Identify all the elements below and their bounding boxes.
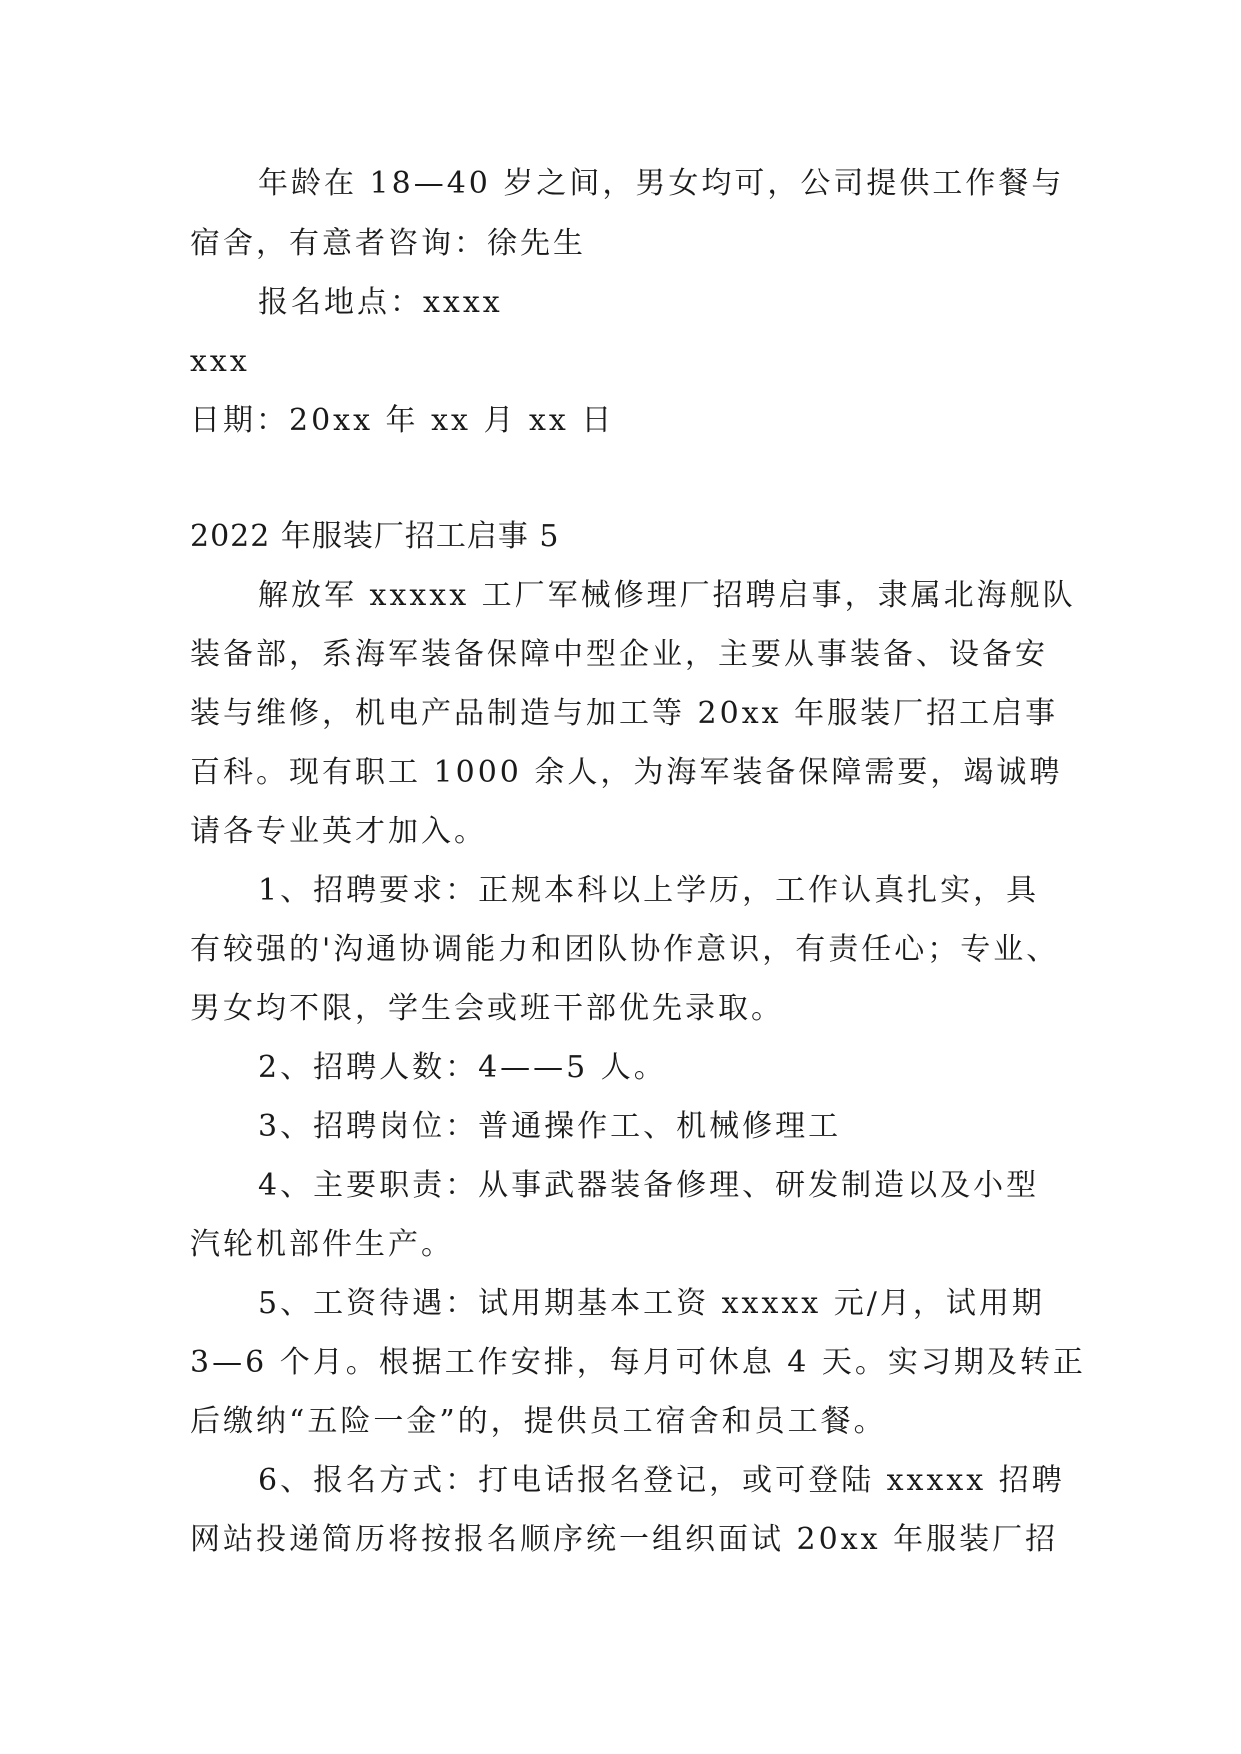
paragraph-line: 3、招聘岗位：普通操作工、机械修理工: [258, 1109, 842, 1144]
paragraph-line: 百科。现有职工 1000 余人，为海军装备保障需要，竭诚聘: [190, 755, 1063, 790]
paragraph-line: 解放军 xxxxx 工厂军械修理厂招聘启事，隶属北海舰队: [258, 578, 1076, 613]
paragraph-line: 男女均不限，学生会或班干部优先录取。: [190, 991, 784, 1026]
paragraph-line: 装备部，系海军装备保障中型企业，主要从事装备、设备安: [190, 637, 1048, 672]
paragraph-line: 6、报名方式：打电话报名登记，或可登陆 xxxxx 招聘: [258, 1463, 1065, 1498]
paragraph-line: 日期：20xx 年 xx 月 xx 日: [190, 403, 615, 438]
paragraph-line: 汽轮机部件生产。: [190, 1227, 454, 1262]
paragraph-line: 网站投递简历将按报名顺序统一组织面试 20xx 年服装厂招: [190, 1522, 1059, 1557]
paragraph-line: 1、招聘要求：正规本科以上学历，工作认真扎实，具: [258, 873, 1040, 908]
paragraph-line: 4、主要职责：从事武器装备修理、研发制造以及小型: [258, 1168, 1040, 1203]
paragraph-line: xxx: [190, 344, 250, 379]
paragraph-line: 装与维修，机电产品制造与加工等 20xx 年服装厂招工启事: [190, 696, 1059, 731]
paragraph-line: 报名地点：xxxx: [258, 285, 503, 320]
paragraph-line: 年龄在 18—40 岁之间，男女均可，公司提供工作餐与: [258, 166, 1065, 201]
paragraph-line: 后缴纳“五险一金”的，提供员工宿舍和员工餐。: [190, 1404, 887, 1439]
paragraph-line: 5、工资待遇：试用期基本工资 xxxxx 元/月，试用期: [258, 1286, 1045, 1321]
paragraph-line: 2、招聘人数：4——5 人。: [258, 1050, 667, 1085]
paragraph-line: 3—6 个月。根据工作安排，每月可休息 4 天。实习期及转正: [190, 1345, 1086, 1380]
section-heading: 2022 年服装厂招工启事 5: [190, 519, 560, 554]
paragraph-line: 宿舍，有意者咨询：徐先生: [190, 226, 586, 261]
paragraph-line: 有较强的'沟通协调能力和团队协作意识，有责任心；专业、: [190, 932, 1060, 967]
paragraph-line: 请各专业英才加入。: [190, 814, 487, 849]
